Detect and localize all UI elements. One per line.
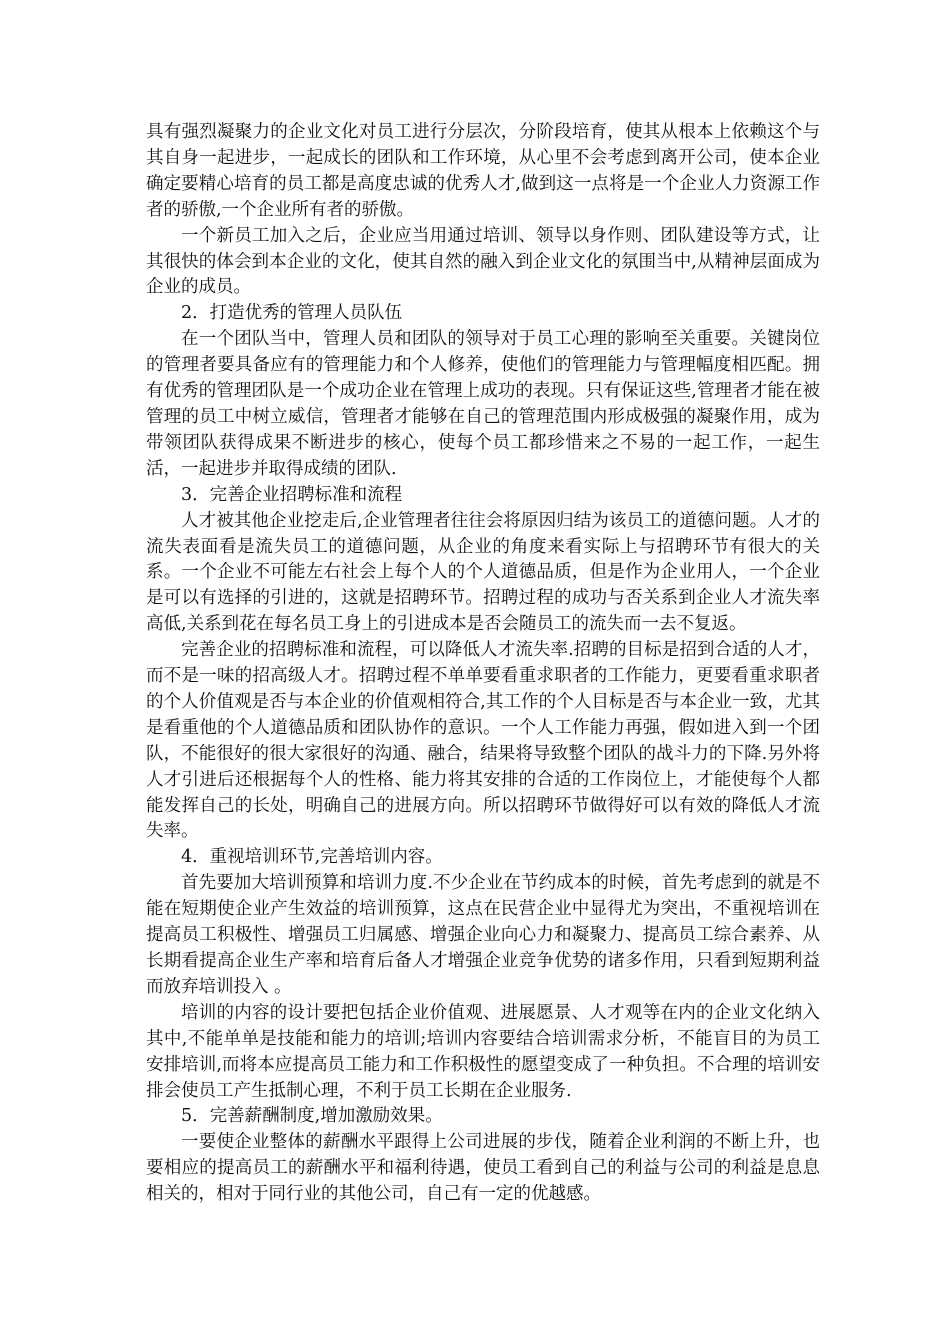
section-heading-4: 4．重视培训环节,完善培训内容。 — [181, 847, 443, 868]
document-page — [146, 120, 820, 1208]
paragraph-recruitment-standards: 完善企业的招聘标准和流程，可以降低人才流失率.招聘的目标是招到合适的人才，而不是一味的招高级人才。招聘过程不单单要看重求职者的工作能力，更要看重求职者的个人价值观是否与本企业的价值观相符合,其工作的个人目标是否与本企业一致，尤其是看重他的个人道德品质和团队协作的意识。一个人工作能力再强，假如进入到一个团队，不能很好的很大家很好的沟通、融合，结果将导致整个团队的战斗力的下降.另外将人才引进后还根据每个人的性格、能力将其安排的合适的工作岗位上，才能使每个人都能发挥自己的长处，明确自己的进展方向。所以招聘环节做得好可以有效的降低人才流失率。 — [146, 640, 820, 842]
paragraph-corporate-culture-cultivation: 具有强烈凝聚力的企业文化对员工进行分层次，分阶段培育，使其从根本上依赖这个与其自身一起进步，一起成长的团队和工作环境，从心里不会考虑到离开公司，使本企业确定要精心培育的员工都是高度忠诚的优秀人才,做到这一点将是一个企业人力资源工作者的骄傲,一个企业所有者的骄傲。 — [146, 122, 820, 220]
paragraph-talent-loss-recruitment: 人才被其他企业挖走后,企业管理者往往会将原因归结为该员工的道德问题。人才的流失表面看是流失员工的道德问题，从企业的角度来看实际上与招聘环节有很大的关系。一个企业不可能左右社会上每个人的个人道德品质，但是作为企业用人，一个企业是可以有选择的引进的，这就是招聘环节。招聘过程的成功与否关系到企业人才流失率高低,关系到花在每名员工身上的引进成本是否会随员工的流失而一去不复返。 — [146, 510, 820, 635]
paragraph-compensation: 一要使企业整体的薪酬水平跟得上公司进展的步伐，随着企业利润的不断上升，也要相应的提高员工的薪酬水平和福利待遇，使员工看到自己的利益与公司的利益是息息相关的，相对于同行业的其他公司，自己有一定的优越感。 — [146, 1132, 820, 1205]
paragraph-management-team: 在一个团队当中，管理人员和团队的领导对于员工心理的影响至关重要。关键岗位的管理者要具备应有的管理能力和个人修养，使他们的管理能力与管理幅度相匹配。拥有优秀的管理团队是一个成功企业在管理上成功的表现。只有保证这些,管理者才能在被管理的员工中树立威信，管理者才能够在自己的管理范围内形成极强的凝聚作用，成为带领团队获得成果不断进步的核心，使每个员工都珍惜来之不易的一起工作，一起生活，一起进步并取得成绩的团队. — [146, 329, 820, 479]
paragraph-training-content: 培训的内容的设计要把包括企业价值观、进展愿景、人才观等在内的企业文化纳入其中,不能单单是技能和能力的培训;培训内容要结合培训需求分析，不能盲目的为员工安排培训,而将本应提高员工能力和工作积极性的愿望变成了一种负担。不合理的培训安排会使员工产生抵制心理，不利于员工长期在企业服务. — [146, 1002, 820, 1101]
section-heading-3: 3．完善企业招聘标准和流程 — [181, 484, 403, 505]
paragraph-training-budget: 首先要加大培训预算和培训力度.不少企业在节约成本的时候，首先考虑到的就是不能在短期使企业产生效益的培训预算，这点在民营企业中显得尤为突出，不重视培训在提高员工积极性、增强员工归属感、增强企业向心力和凝聚力、提高员工综合素养、从长期看提高企业生产率和培育后备人才增强企业竞争优势的诸多作用，只看到短期利益而放弃培训投入 。 — [146, 873, 820, 997]
section-heading-2: 2．打造优秀的管理人员队伍 — [181, 303, 403, 324]
paragraph-new-employee-integration: 一个新员工加入之后，企业应当用通过培训、领导以身作则、团队建设等方式，让其很快的体会到本企业的文化，使其自然的融入到企业文化的氛围当中,从精神层面成为企业的成员。 — [146, 225, 820, 298]
section-heading-5: 5．完善薪酬制度,增加激励效果。 — [181, 1106, 443, 1127]
